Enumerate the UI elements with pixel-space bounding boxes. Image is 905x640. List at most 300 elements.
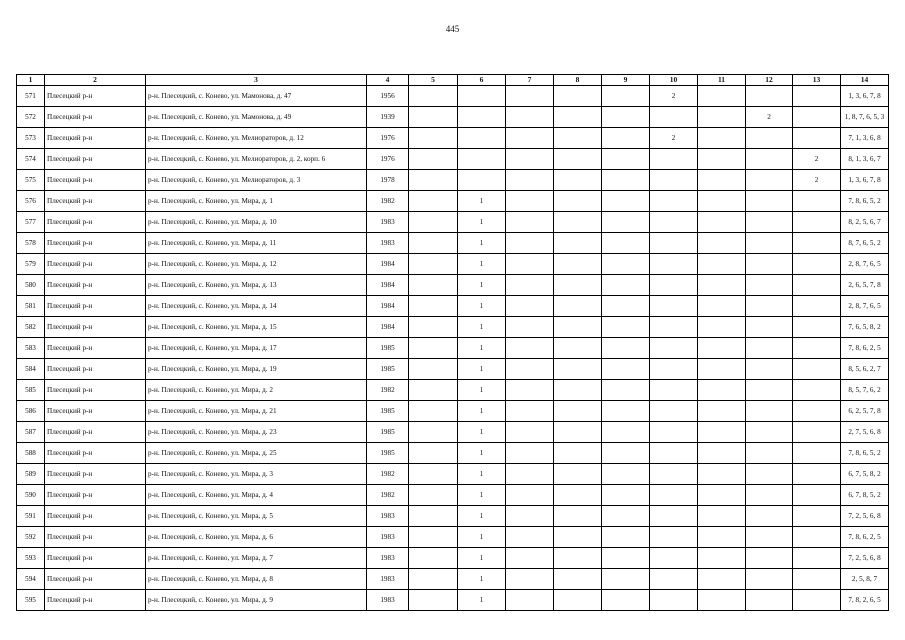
cell-codes: 1, 3, 6, 7, 8 bbox=[841, 170, 889, 191]
cell-col-11 bbox=[698, 464, 746, 485]
cell-col-9 bbox=[602, 296, 650, 317]
cell-col-8 bbox=[554, 233, 602, 254]
cell-address: р-н. Плесецкий, с. Конево, ул. Мира, д. 8 bbox=[146, 569, 367, 590]
cell-year: 1983 bbox=[367, 506, 409, 527]
cell-row-number: 576 bbox=[17, 191, 45, 212]
cell-address: р-н. Плесецкий, с. Конево, ул. Мира, д. 9 bbox=[146, 590, 367, 611]
column-header-8: 8 bbox=[554, 75, 602, 86]
cell-col-12 bbox=[746, 296, 793, 317]
cell-col-8 bbox=[554, 149, 602, 170]
cell-col-13 bbox=[793, 569, 841, 590]
cell-col-10 bbox=[650, 401, 698, 422]
cell-col-13 bbox=[793, 338, 841, 359]
cell-col-5 bbox=[409, 464, 458, 485]
cell-col-5 bbox=[409, 233, 458, 254]
cell-col-9 bbox=[602, 254, 650, 275]
cell-col-7 bbox=[506, 317, 554, 338]
cell-col-6: 1 bbox=[458, 254, 506, 275]
cell-address: р-н. Плесецкий, с. Конево, ул. Мелиораторов, д. 2, корп. 6 bbox=[146, 149, 367, 170]
cell-year: 1982 bbox=[367, 464, 409, 485]
cell-col-7 bbox=[506, 107, 554, 128]
table-row bbox=[17, 359, 889, 380]
cell-col-6: 1 bbox=[458, 191, 506, 212]
cell-col-7 bbox=[506, 149, 554, 170]
cell-row-number: 572 bbox=[17, 107, 45, 128]
cell-row-number: 589 bbox=[17, 464, 45, 485]
cell-address: р-н. Плесецкий, с. Конево, ул. Мира, д. 19 bbox=[146, 359, 367, 380]
cell-col-12 bbox=[746, 275, 793, 296]
cell-district: Плесецкий р-н bbox=[45, 170, 146, 191]
cell-col-5 bbox=[409, 275, 458, 296]
cell-col-13 bbox=[793, 443, 841, 464]
cell-address: р-н. Плесецкий, с. Конево, ул. Мира, д. 15 bbox=[146, 317, 367, 338]
cell-year: 1985 bbox=[367, 338, 409, 359]
cell-col-10 bbox=[650, 275, 698, 296]
cell-row-number: 571 bbox=[17, 86, 45, 107]
cell-address: р-н. Плесецкий, с. Конево, ул. Мамонова, д. 49 bbox=[146, 107, 367, 128]
cell-col-8 bbox=[554, 107, 602, 128]
cell-col-8 bbox=[554, 254, 602, 275]
cell-row-number: 591 bbox=[17, 506, 45, 527]
cell-col-12 bbox=[746, 527, 793, 548]
cell-col-10 bbox=[650, 485, 698, 506]
cell-district: Плесецкий р-н bbox=[45, 527, 146, 548]
cell-col-10 bbox=[650, 548, 698, 569]
cell-col-8 bbox=[554, 485, 602, 506]
cell-address: р-н. Плесецкий, с. Конево, ул. Мира, д. 13 bbox=[146, 275, 367, 296]
cell-col-8 bbox=[554, 401, 602, 422]
cell-address: р-н. Плесецкий, с. Конево, ул. Мира, д. 11 bbox=[146, 233, 367, 254]
table-row bbox=[17, 422, 889, 443]
table-row bbox=[17, 149, 889, 170]
cell-col-12 bbox=[746, 338, 793, 359]
column-header-14: 14 bbox=[841, 75, 889, 86]
cell-row-number: 587 bbox=[17, 422, 45, 443]
cell-row-number: 590 bbox=[17, 485, 45, 506]
cell-row-number: 582 bbox=[17, 317, 45, 338]
cell-district: Плесецкий р-н bbox=[45, 380, 146, 401]
cell-district: Плесецкий р-н bbox=[45, 275, 146, 296]
cell-address: р-н. Плесецкий, с. Конево, ул. Мира, д. 2 bbox=[146, 380, 367, 401]
cell-col-9 bbox=[602, 86, 650, 107]
cell-col-11 bbox=[698, 548, 746, 569]
cell-col-11 bbox=[698, 569, 746, 590]
cell-year: 1982 bbox=[367, 380, 409, 401]
cell-address: р-н. Плесецкий, с. Конево, ул. Мелиораторов, д. 12 bbox=[146, 128, 367, 149]
page-number: 445 bbox=[445, 24, 460, 34]
cell-col-13 bbox=[793, 275, 841, 296]
cell-district: Плесецкий р-н bbox=[45, 443, 146, 464]
cell-col-10 bbox=[650, 170, 698, 191]
column-header-9: 9 bbox=[602, 75, 650, 86]
cell-col-12 bbox=[746, 128, 793, 149]
cell-district: Плесецкий р-н bbox=[45, 548, 146, 569]
cell-col-12 bbox=[746, 317, 793, 338]
cell-col-5 bbox=[409, 338, 458, 359]
table-row bbox=[17, 590, 889, 611]
cell-col-8 bbox=[554, 443, 602, 464]
cell-col-10 bbox=[650, 107, 698, 128]
cell-col-11 bbox=[698, 590, 746, 611]
cell-col-9 bbox=[602, 191, 650, 212]
cell-col-10 bbox=[650, 527, 698, 548]
cell-col-7 bbox=[506, 128, 554, 149]
cell-district: Плесецкий р-н bbox=[45, 506, 146, 527]
cell-col-11 bbox=[698, 401, 746, 422]
table-row bbox=[17, 128, 889, 149]
cell-col-7 bbox=[506, 191, 554, 212]
housing-table bbox=[16, 74, 889, 611]
cell-district: Плесецкий р-н bbox=[45, 212, 146, 233]
cell-col-7 bbox=[506, 548, 554, 569]
column-header-4: 4 bbox=[367, 75, 409, 86]
cell-col-12 bbox=[746, 254, 793, 275]
cell-col-7 bbox=[506, 401, 554, 422]
cell-address: р-н. Плесецкий, с. Конево, ул. Мира, д. 4 bbox=[146, 485, 367, 506]
cell-col-7 bbox=[506, 338, 554, 359]
cell-col-12 bbox=[746, 422, 793, 443]
cell-year: 1985 bbox=[367, 443, 409, 464]
cell-col-6 bbox=[458, 149, 506, 170]
cell-col-13 bbox=[793, 401, 841, 422]
cell-col-10 bbox=[650, 149, 698, 170]
table-row bbox=[17, 191, 889, 212]
table-row bbox=[17, 233, 889, 254]
cell-col-13 bbox=[793, 359, 841, 380]
cell-year: 1983 bbox=[367, 569, 409, 590]
cell-col-9 bbox=[602, 527, 650, 548]
cell-col-6: 1 bbox=[458, 338, 506, 359]
cell-codes: 7, 8, 6, 5, 2 bbox=[841, 443, 889, 464]
cell-col-8 bbox=[554, 422, 602, 443]
cell-codes: 1, 3, 6, 7, 8 bbox=[841, 86, 889, 107]
cell-col-10 bbox=[650, 317, 698, 338]
cell-col-5 bbox=[409, 443, 458, 464]
cell-col-10 bbox=[650, 359, 698, 380]
cell-codes: 2, 5, 8, 7 bbox=[841, 569, 889, 590]
cell-district: Плесецкий р-н bbox=[45, 422, 146, 443]
cell-year: 1976 bbox=[367, 128, 409, 149]
cell-col-13 bbox=[793, 128, 841, 149]
cell-col-11 bbox=[698, 506, 746, 527]
cell-year: 1983 bbox=[367, 212, 409, 233]
cell-year: 1983 bbox=[367, 233, 409, 254]
cell-col-12 bbox=[746, 401, 793, 422]
cell-row-number: 594 bbox=[17, 569, 45, 590]
cell-col-5 bbox=[409, 86, 458, 107]
cell-col-12 bbox=[746, 86, 793, 107]
cell-col-7 bbox=[506, 170, 554, 191]
column-header-2: 2 bbox=[45, 75, 146, 86]
cell-col-5 bbox=[409, 254, 458, 275]
column-header-12: 12 bbox=[746, 75, 793, 86]
cell-col-8 bbox=[554, 86, 602, 107]
cell-year: 1983 bbox=[367, 527, 409, 548]
cell-col-10 bbox=[650, 338, 698, 359]
header-row bbox=[17, 75, 889, 86]
cell-year: 1982 bbox=[367, 485, 409, 506]
cell-col-11 bbox=[698, 443, 746, 464]
cell-col-6: 1 bbox=[458, 422, 506, 443]
cell-row-number: 580 bbox=[17, 275, 45, 296]
cell-col-7 bbox=[506, 422, 554, 443]
cell-col-6: 1 bbox=[458, 296, 506, 317]
cell-col-5 bbox=[409, 569, 458, 590]
cell-col-9 bbox=[602, 506, 650, 527]
cell-codes: 2, 8, 7, 6, 5 bbox=[841, 296, 889, 317]
cell-col-12 bbox=[746, 590, 793, 611]
cell-col-7 bbox=[506, 485, 554, 506]
cell-address: р-н. Плесецкий, с. Конево, ул. Мамонова, д. 47 bbox=[146, 86, 367, 107]
cell-col-13 bbox=[793, 233, 841, 254]
cell-row-number: 593 bbox=[17, 548, 45, 569]
cell-col-5 bbox=[409, 191, 458, 212]
column-header-6: 6 bbox=[458, 75, 506, 86]
cell-col-8 bbox=[554, 128, 602, 149]
cell-address: р-н. Плесецкий, с. Конево, ул. Мира, д. 23 bbox=[146, 422, 367, 443]
cell-row-number: 578 bbox=[17, 233, 45, 254]
cell-row-number: 579 bbox=[17, 254, 45, 275]
cell-row-number: 584 bbox=[17, 359, 45, 380]
cell-col-6: 1 bbox=[458, 506, 506, 527]
cell-col-12: 2 bbox=[746, 107, 793, 128]
cell-col-9 bbox=[602, 212, 650, 233]
cell-codes: 2, 8, 7, 6, 5 bbox=[841, 254, 889, 275]
table-row bbox=[17, 569, 889, 590]
column-header-3: 3 bbox=[146, 75, 367, 86]
table-row bbox=[17, 548, 889, 569]
cell-col-8 bbox=[554, 464, 602, 485]
cell-district: Плесецкий р-н bbox=[45, 464, 146, 485]
table-row bbox=[17, 401, 889, 422]
cell-col-11 bbox=[698, 380, 746, 401]
cell-col-5 bbox=[409, 128, 458, 149]
table-row bbox=[17, 464, 889, 485]
cell-row-number: 575 bbox=[17, 170, 45, 191]
cell-col-5 bbox=[409, 359, 458, 380]
table-row bbox=[17, 506, 889, 527]
cell-col-5 bbox=[409, 401, 458, 422]
cell-col-7 bbox=[506, 380, 554, 401]
cell-col-8 bbox=[554, 296, 602, 317]
cell-district: Плесецкий р-н bbox=[45, 569, 146, 590]
cell-address: р-н. Плесецкий, с. Конево, ул. Мира, д. 3 bbox=[146, 464, 367, 485]
cell-col-10 bbox=[650, 569, 698, 590]
cell-row-number: 574 bbox=[17, 149, 45, 170]
cell-col-11 bbox=[698, 170, 746, 191]
cell-col-11 bbox=[698, 149, 746, 170]
cell-col-10: 2 bbox=[650, 128, 698, 149]
cell-col-6: 1 bbox=[458, 590, 506, 611]
cell-col-8 bbox=[554, 506, 602, 527]
cell-codes: 7, 8, 6, 5, 2 bbox=[841, 191, 889, 212]
table-row bbox=[17, 107, 889, 128]
cell-col-5 bbox=[409, 380, 458, 401]
cell-col-9 bbox=[602, 422, 650, 443]
cell-col-10: 2 bbox=[650, 86, 698, 107]
table-row bbox=[17, 317, 889, 338]
cell-col-7 bbox=[506, 296, 554, 317]
cell-row-number: 586 bbox=[17, 401, 45, 422]
cell-col-6: 1 bbox=[458, 548, 506, 569]
cell-codes: 2, 6, 5, 7, 8 bbox=[841, 275, 889, 296]
table-row bbox=[17, 86, 889, 107]
cell-district: Плесецкий р-н bbox=[45, 317, 146, 338]
cell-district: Плесецкий р-н bbox=[45, 296, 146, 317]
cell-year: 1983 bbox=[367, 590, 409, 611]
cell-codes: 7, 6, 5, 8, 2 bbox=[841, 317, 889, 338]
cell-address: р-н. Плесецкий, с. Конево, ул. Мира, д. 17 bbox=[146, 338, 367, 359]
cell-col-11 bbox=[698, 527, 746, 548]
cell-year: 1985 bbox=[367, 359, 409, 380]
cell-col-9 bbox=[602, 275, 650, 296]
cell-col-6: 1 bbox=[458, 401, 506, 422]
cell-year: 1985 bbox=[367, 401, 409, 422]
cell-col-9 bbox=[602, 338, 650, 359]
cell-col-6: 1 bbox=[458, 380, 506, 401]
cell-col-10 bbox=[650, 506, 698, 527]
cell-year: 1983 bbox=[367, 548, 409, 569]
table-row bbox=[17, 527, 889, 548]
cell-col-7 bbox=[506, 275, 554, 296]
cell-col-13 bbox=[793, 506, 841, 527]
cell-col-8 bbox=[554, 359, 602, 380]
cell-row-number: 581 bbox=[17, 296, 45, 317]
cell-col-9 bbox=[602, 149, 650, 170]
cell-col-8 bbox=[554, 275, 602, 296]
cell-col-10 bbox=[650, 443, 698, 464]
cell-district: Плесецкий р-н bbox=[45, 149, 146, 170]
cell-year: 1984 bbox=[367, 254, 409, 275]
cell-col-8 bbox=[554, 590, 602, 611]
cell-district: Плесецкий р-н bbox=[45, 590, 146, 611]
cell-col-8 bbox=[554, 569, 602, 590]
cell-col-9 bbox=[602, 485, 650, 506]
cell-codes: 7, 8, 6, 2, 5 bbox=[841, 338, 889, 359]
cell-year: 1976 bbox=[367, 149, 409, 170]
cell-col-5 bbox=[409, 590, 458, 611]
cell-col-11 bbox=[698, 422, 746, 443]
cell-col-7 bbox=[506, 359, 554, 380]
cell-district: Плесецкий р-н bbox=[45, 86, 146, 107]
cell-col-10 bbox=[650, 464, 698, 485]
cell-col-11 bbox=[698, 107, 746, 128]
cell-col-5 bbox=[409, 485, 458, 506]
cell-col-13 bbox=[793, 107, 841, 128]
cell-codes: 8, 1, 3, 6, 7 bbox=[841, 149, 889, 170]
cell-col-12 bbox=[746, 506, 793, 527]
cell-col-10 bbox=[650, 191, 698, 212]
cell-col-13 bbox=[793, 317, 841, 338]
cell-col-7 bbox=[506, 464, 554, 485]
cell-col-8 bbox=[554, 380, 602, 401]
cell-col-9 bbox=[602, 464, 650, 485]
cell-col-9 bbox=[602, 317, 650, 338]
cell-district: Плесецкий р-н bbox=[45, 128, 146, 149]
cell-col-5 bbox=[409, 506, 458, 527]
cell-col-5 bbox=[409, 170, 458, 191]
cell-col-8 bbox=[554, 170, 602, 191]
cell-col-11 bbox=[698, 485, 746, 506]
table-row bbox=[17, 170, 889, 191]
cell-row-number: 592 bbox=[17, 527, 45, 548]
cell-col-9 bbox=[602, 401, 650, 422]
cell-col-11 bbox=[698, 317, 746, 338]
cell-address: р-н. Плесецкий, с. Конево, ул. Мира, д. 10 bbox=[146, 212, 367, 233]
cell-address: р-н. Плесецкий, с. Конево, ул. Мира, д. 1 bbox=[146, 191, 367, 212]
cell-district: Плесецкий р-н bbox=[45, 233, 146, 254]
cell-col-13 bbox=[793, 380, 841, 401]
cell-col-6: 1 bbox=[458, 275, 506, 296]
cell-year: 1982 bbox=[367, 191, 409, 212]
cell-col-6: 1 bbox=[458, 212, 506, 233]
cell-col-6: 1 bbox=[458, 464, 506, 485]
cell-col-10 bbox=[650, 212, 698, 233]
cell-col-7 bbox=[506, 506, 554, 527]
cell-year: 1978 bbox=[367, 170, 409, 191]
cell-col-6 bbox=[458, 170, 506, 191]
cell-col-11 bbox=[698, 254, 746, 275]
cell-col-12 bbox=[746, 548, 793, 569]
cell-col-13: 2 bbox=[793, 149, 841, 170]
cell-year: 1984 bbox=[367, 275, 409, 296]
cell-col-9 bbox=[602, 233, 650, 254]
cell-col-7 bbox=[506, 233, 554, 254]
cell-year: 1985 bbox=[367, 422, 409, 443]
cell-district: Плесецкий р-н bbox=[45, 254, 146, 275]
cell-col-6: 1 bbox=[458, 443, 506, 464]
cell-col-7 bbox=[506, 443, 554, 464]
cell-codes: 6, 2, 5, 7, 8 bbox=[841, 401, 889, 422]
cell-col-11 bbox=[698, 86, 746, 107]
cell-col-11 bbox=[698, 128, 746, 149]
column-header-7: 7 bbox=[506, 75, 554, 86]
cell-col-8 bbox=[554, 338, 602, 359]
table-row bbox=[17, 254, 889, 275]
column-header-11: 11 bbox=[698, 75, 746, 86]
cell-codes: 8, 5, 7, 6, 2 bbox=[841, 380, 889, 401]
table-row bbox=[17, 212, 889, 233]
cell-row-number: 595 bbox=[17, 590, 45, 611]
cell-col-11 bbox=[698, 275, 746, 296]
cell-col-5 bbox=[409, 107, 458, 128]
cell-row-number: 573 bbox=[17, 128, 45, 149]
table-row bbox=[17, 275, 889, 296]
cell-district: Плесецкий р-н bbox=[45, 191, 146, 212]
cell-col-10 bbox=[650, 422, 698, 443]
cell-codes: 1, 8, 7, 6, 5, 3 bbox=[841, 107, 889, 128]
cell-col-7 bbox=[506, 590, 554, 611]
cell-col-6: 1 bbox=[458, 527, 506, 548]
cell-year: 1984 bbox=[367, 317, 409, 338]
column-header-1: 1 bbox=[17, 75, 45, 86]
cell-col-7 bbox=[506, 212, 554, 233]
cell-codes: 7, 2, 5, 6, 8 bbox=[841, 548, 889, 569]
table-row bbox=[17, 485, 889, 506]
cell-col-13 bbox=[793, 548, 841, 569]
cell-row-number: 585 bbox=[17, 380, 45, 401]
cell-col-6: 1 bbox=[458, 317, 506, 338]
cell-col-6: 1 bbox=[458, 359, 506, 380]
cell-col-12 bbox=[746, 170, 793, 191]
cell-col-6: 1 bbox=[458, 569, 506, 590]
cell-district: Плесецкий р-н bbox=[45, 485, 146, 506]
cell-col-9 bbox=[602, 548, 650, 569]
cell-codes: 8, 7, 6, 5, 2 bbox=[841, 233, 889, 254]
column-header-5: 5 bbox=[409, 75, 458, 86]
cell-col-7 bbox=[506, 527, 554, 548]
cell-col-12 bbox=[746, 485, 793, 506]
